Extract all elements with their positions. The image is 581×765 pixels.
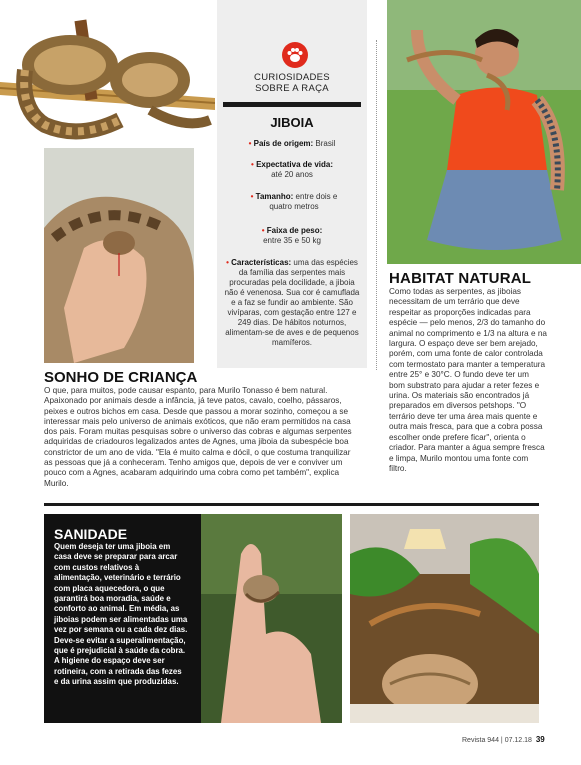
fact-label: Expectativa de vida: bbox=[256, 160, 333, 169]
factbox-rule bbox=[223, 102, 361, 107]
section-divider bbox=[44, 503, 539, 506]
fact-label: Tamanho: bbox=[255, 192, 294, 201]
factbox-heading: CURIOSIDADES bbox=[254, 72, 330, 83]
footer-date: 07.12.18 bbox=[504, 737, 532, 744]
fact-traits: • Características: uma das espécies da família das serpentes mais procuradas pela docilidade, a jiboia não é venenosa. Sua cor é camuflada e a faz se fundir ao ambiente. São vivíparas, com gestação entre 127 e 249 dias. De hábitos noturnos, alimentam-se de aves e de pequenos mamíferos. bbox=[224, 258, 360, 347]
fact-value: até 20 anos bbox=[271, 170, 313, 179]
fact-box bbox=[217, 0, 367, 368]
sanidade-body: Quem deseja ter uma jiboia em casa deve se preparar para arcar com custos relativos à alimentação, veterinário e terrário com placa aquecedora, o que garantirá boa moradia, saúde e conforto ao animal. Em média, as jiboias podem ser alimentadas uma vez por semana ou a cada dez dias. Deve-se evitar a superalimentação, que é prejudicial à saúde da cobra. A higiene do espaço deve ser rotineira, com a retirada das fezes e da urina assim que produzidas. bbox=[54, 542, 188, 687]
sonho-title: SONHO DE CRIANÇA bbox=[44, 369, 198, 386]
fact-value: entre 35 e 50 kg bbox=[263, 236, 321, 245]
factbox-title: JIBOIA bbox=[270, 115, 314, 130]
habitat-title: HABITAT NATURAL bbox=[389, 270, 532, 287]
fact-lifespan: • Expectativa de vida: até 20 anos bbox=[251, 160, 333, 179]
terrarium-photo bbox=[350, 514, 539, 723]
page-number: 39 bbox=[535, 735, 545, 744]
fact-size: • Tamanho: entre dois e quatro metros bbox=[250, 192, 338, 211]
man-with-snake-photo bbox=[387, 0, 581, 264]
fact-label: Faixa de peso: bbox=[266, 226, 323, 235]
fact-weight: • Faixa de peso: entre 35 e 50 kg bbox=[261, 226, 323, 245]
fact-label: País de origem: bbox=[253, 139, 314, 148]
fact-value: Brasil bbox=[315, 139, 336, 148]
column-divider bbox=[376, 40, 377, 370]
fact-label: Características: bbox=[231, 258, 292, 267]
fact-origin: • País de origem: Brasil bbox=[248, 139, 336, 148]
fact-value: uma das espécies da família das serpentes mais procuradas pela docilidade, a jiboia não é venenosa. Sua cor é camuflada e a faz se fundir ao ambiente. São vivíparas, com gestação entre 127 e 249 dias. De hábitos noturnos, alimentam-se de aves e de pequenos mamíferos. bbox=[224, 258, 360, 347]
sanidade-title: SANIDADE bbox=[54, 526, 128, 542]
factbox-subheading: SOBRE A RAÇA bbox=[255, 83, 329, 94]
sanidade-box bbox=[44, 514, 342, 723]
paw-icon bbox=[282, 42, 308, 68]
hand-holding-snake-photo bbox=[44, 148, 194, 363]
sonho-body: O que, para muitos, pode causar espanto, para Murilo Tonasso é bem natural. Apaixonado por animais desde a infância, já teve patos, cavalo, coelho, pássaros, peixes e outros bichos em casa. Desde que passou a morar sozinho, começou a se interessar mais pelo universo de animais exóticos, que não eram permitidos na casa dos pais. Foram muitas pesquisas sobre o universo das cobras e algumas serpentes adquiridas de criadouros legalizados antes de Agnes, uma jiboia da subespécie boa constrictor de um ano de vida. "Ela é muito calma e dócil, o que costuma tranquilizar as pessoas que já a conheceram. Tenho amigos que, depois de ver e conviver um pouco com a Agnes, acabaram adquirindo uma cobra como pet também", explica Murilo. bbox=[44, 386, 352, 488]
page-footer: Revista 944 | 07.12.18 39 bbox=[462, 735, 545, 744]
habitat-body: Como todas as serpentes, as jiboias necessitam de um terrário que deve respeitar as proporções indicadas para espécie — pelo menos, 2/3 do tamanho do animal no comprimento e 1/3 na altura e na largura. O espaço deve ser bem arejado, porém, com uma fonte de calor controlada com termostato para manter a temperatura entre 25° e 30°C. O fundo deve ter um bom substrato para ajudar a reter fezes e urina. Os materiais são encontrados já preparados em diversos petshops. "O terrário deve ter uma área mais quente e outra mais fresca, para que a cobra possa escolher onde prefere ficar", orienta o criador. Para manter a água sempre fresca e limpa, Murilo montou uma fonte com filtro. bbox=[389, 287, 547, 473]
finger-snake-photo bbox=[201, 514, 342, 723]
snake-on-branch-photo bbox=[0, 0, 215, 150]
fact-value: entre dois e quatro metros bbox=[269, 192, 338, 211]
footer-magazine: Revista 944 bbox=[462, 737, 499, 744]
